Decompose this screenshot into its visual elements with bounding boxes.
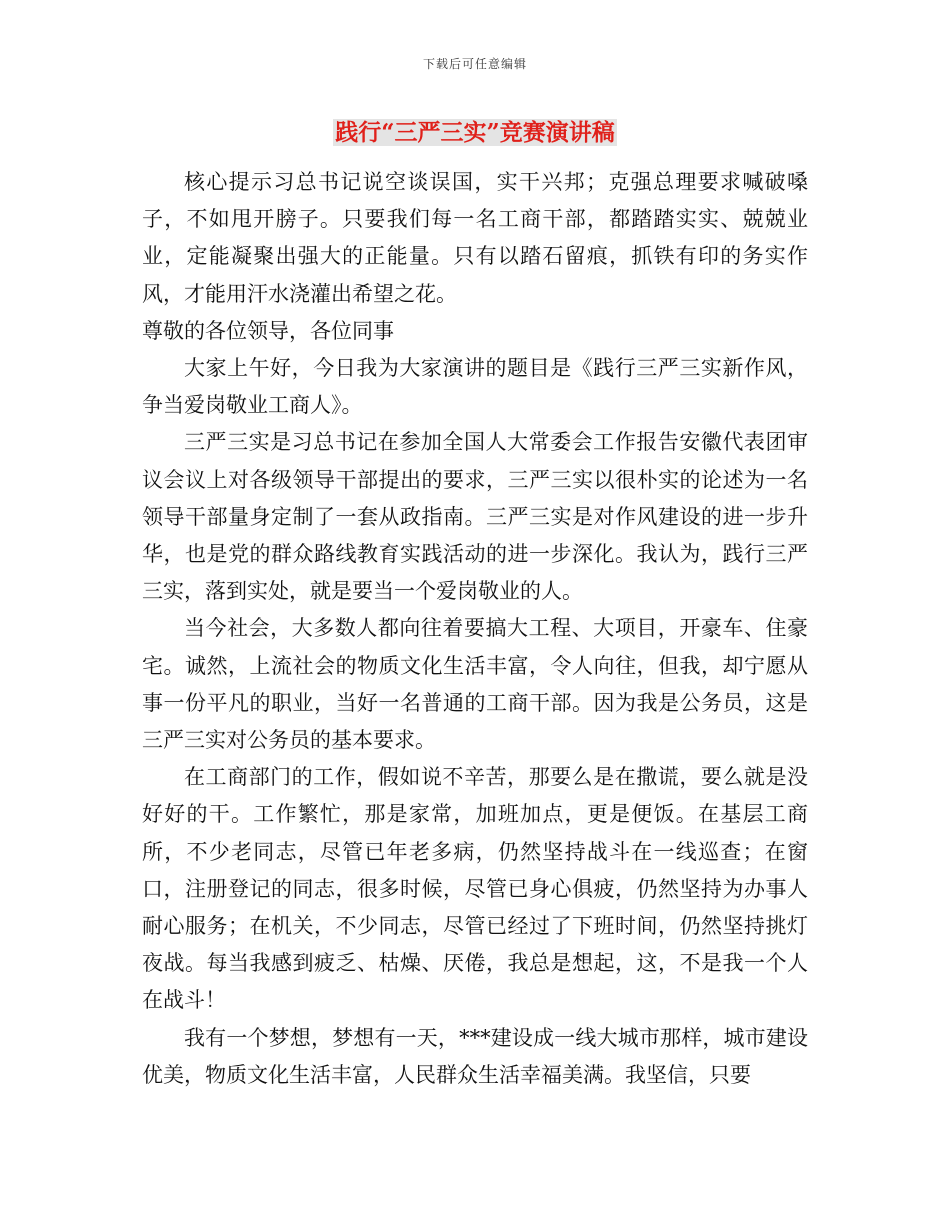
paragraph-three-stricts: 三严三实是习总书记在参加全国人大常委会工作报告安徽代表团审议会议上对各级领导干部提出的要求，三严三实以很朴实的论述为一名领导干部量身定制了一套从政指南。三严三实是对作风建设的进一步升华，也是党的群众路线教育实践活动的进一步深化。我认为，践行三严三实，落到实处，就是要当一个爱岗敬业的人。 <box>142 430 808 604</box>
paragraph-society: 当今社会，大多数人都向往着要搞大工程、大项目，开豪车、住豪宅。诚然，上流社会的物质文化生活丰富，令人向往，但我，却宁愿从事一份平凡的职业，当好一名普通的工商干部。因为我是公务员，这是三严三实对公务员的基本要求。 <box>142 616 808 753</box>
document-title <box>0 114 950 147</box>
paragraph-dream: 我有一个梦想，梦想有一天，***建设成一线大城市那样，城市建设优美，物质文化生活丰富，人民群众生活幸福美满。我坚信，只要 <box>142 1025 808 1087</box>
document-title-text: 践行“三严三实”竞赛演讲稿 <box>335 119 615 146</box>
document-body <box>142 164 808 1094</box>
paragraph-salutation: 尊敬的各位领导，各位同事 <box>142 318 394 343</box>
paragraph-summary: 核心提示习总书记说空谈误国，实干兴邦；克强总理要求喊破嗓子，不如甩开膀子。只要我们每一名工商干部，都踏踏实实、兢兢业业，定能凝聚出强大的正能量。只有以踏石留痕，抓铁有印的务实作风，才能用汗水浇灌出希望之花。 <box>142 170 808 306</box>
header-note: 下载后可任意编辑 <box>422 57 527 71</box>
paragraph-greeting: 大家上午好，今日我为大家演讲的题目是《践行三严三实新作风，争当爱岗敬业工商人》。 <box>142 356 808 418</box>
paragraph-work: 在工商部门的工作，假如说不辛苦，那要么是在撒谎，要么就是没好好的干。工作繁忙，那是家常，加班加点，更是便饭。在基层工商所，不少老同志，尽管已年老多病，仍然坚持战斗在一线巡查；在窗口，注册登记的同志，很多时候，尽管已身心俱疲，仍然坚持为办事人耐心服务；在机关，不少同志，尽管已经过了下班时间，仍然坚持挑灯夜战。每当我感到疲乏、枯燥、厌倦，我总是想起，这，不是我一个人在战斗！ <box>142 765 808 1013</box>
